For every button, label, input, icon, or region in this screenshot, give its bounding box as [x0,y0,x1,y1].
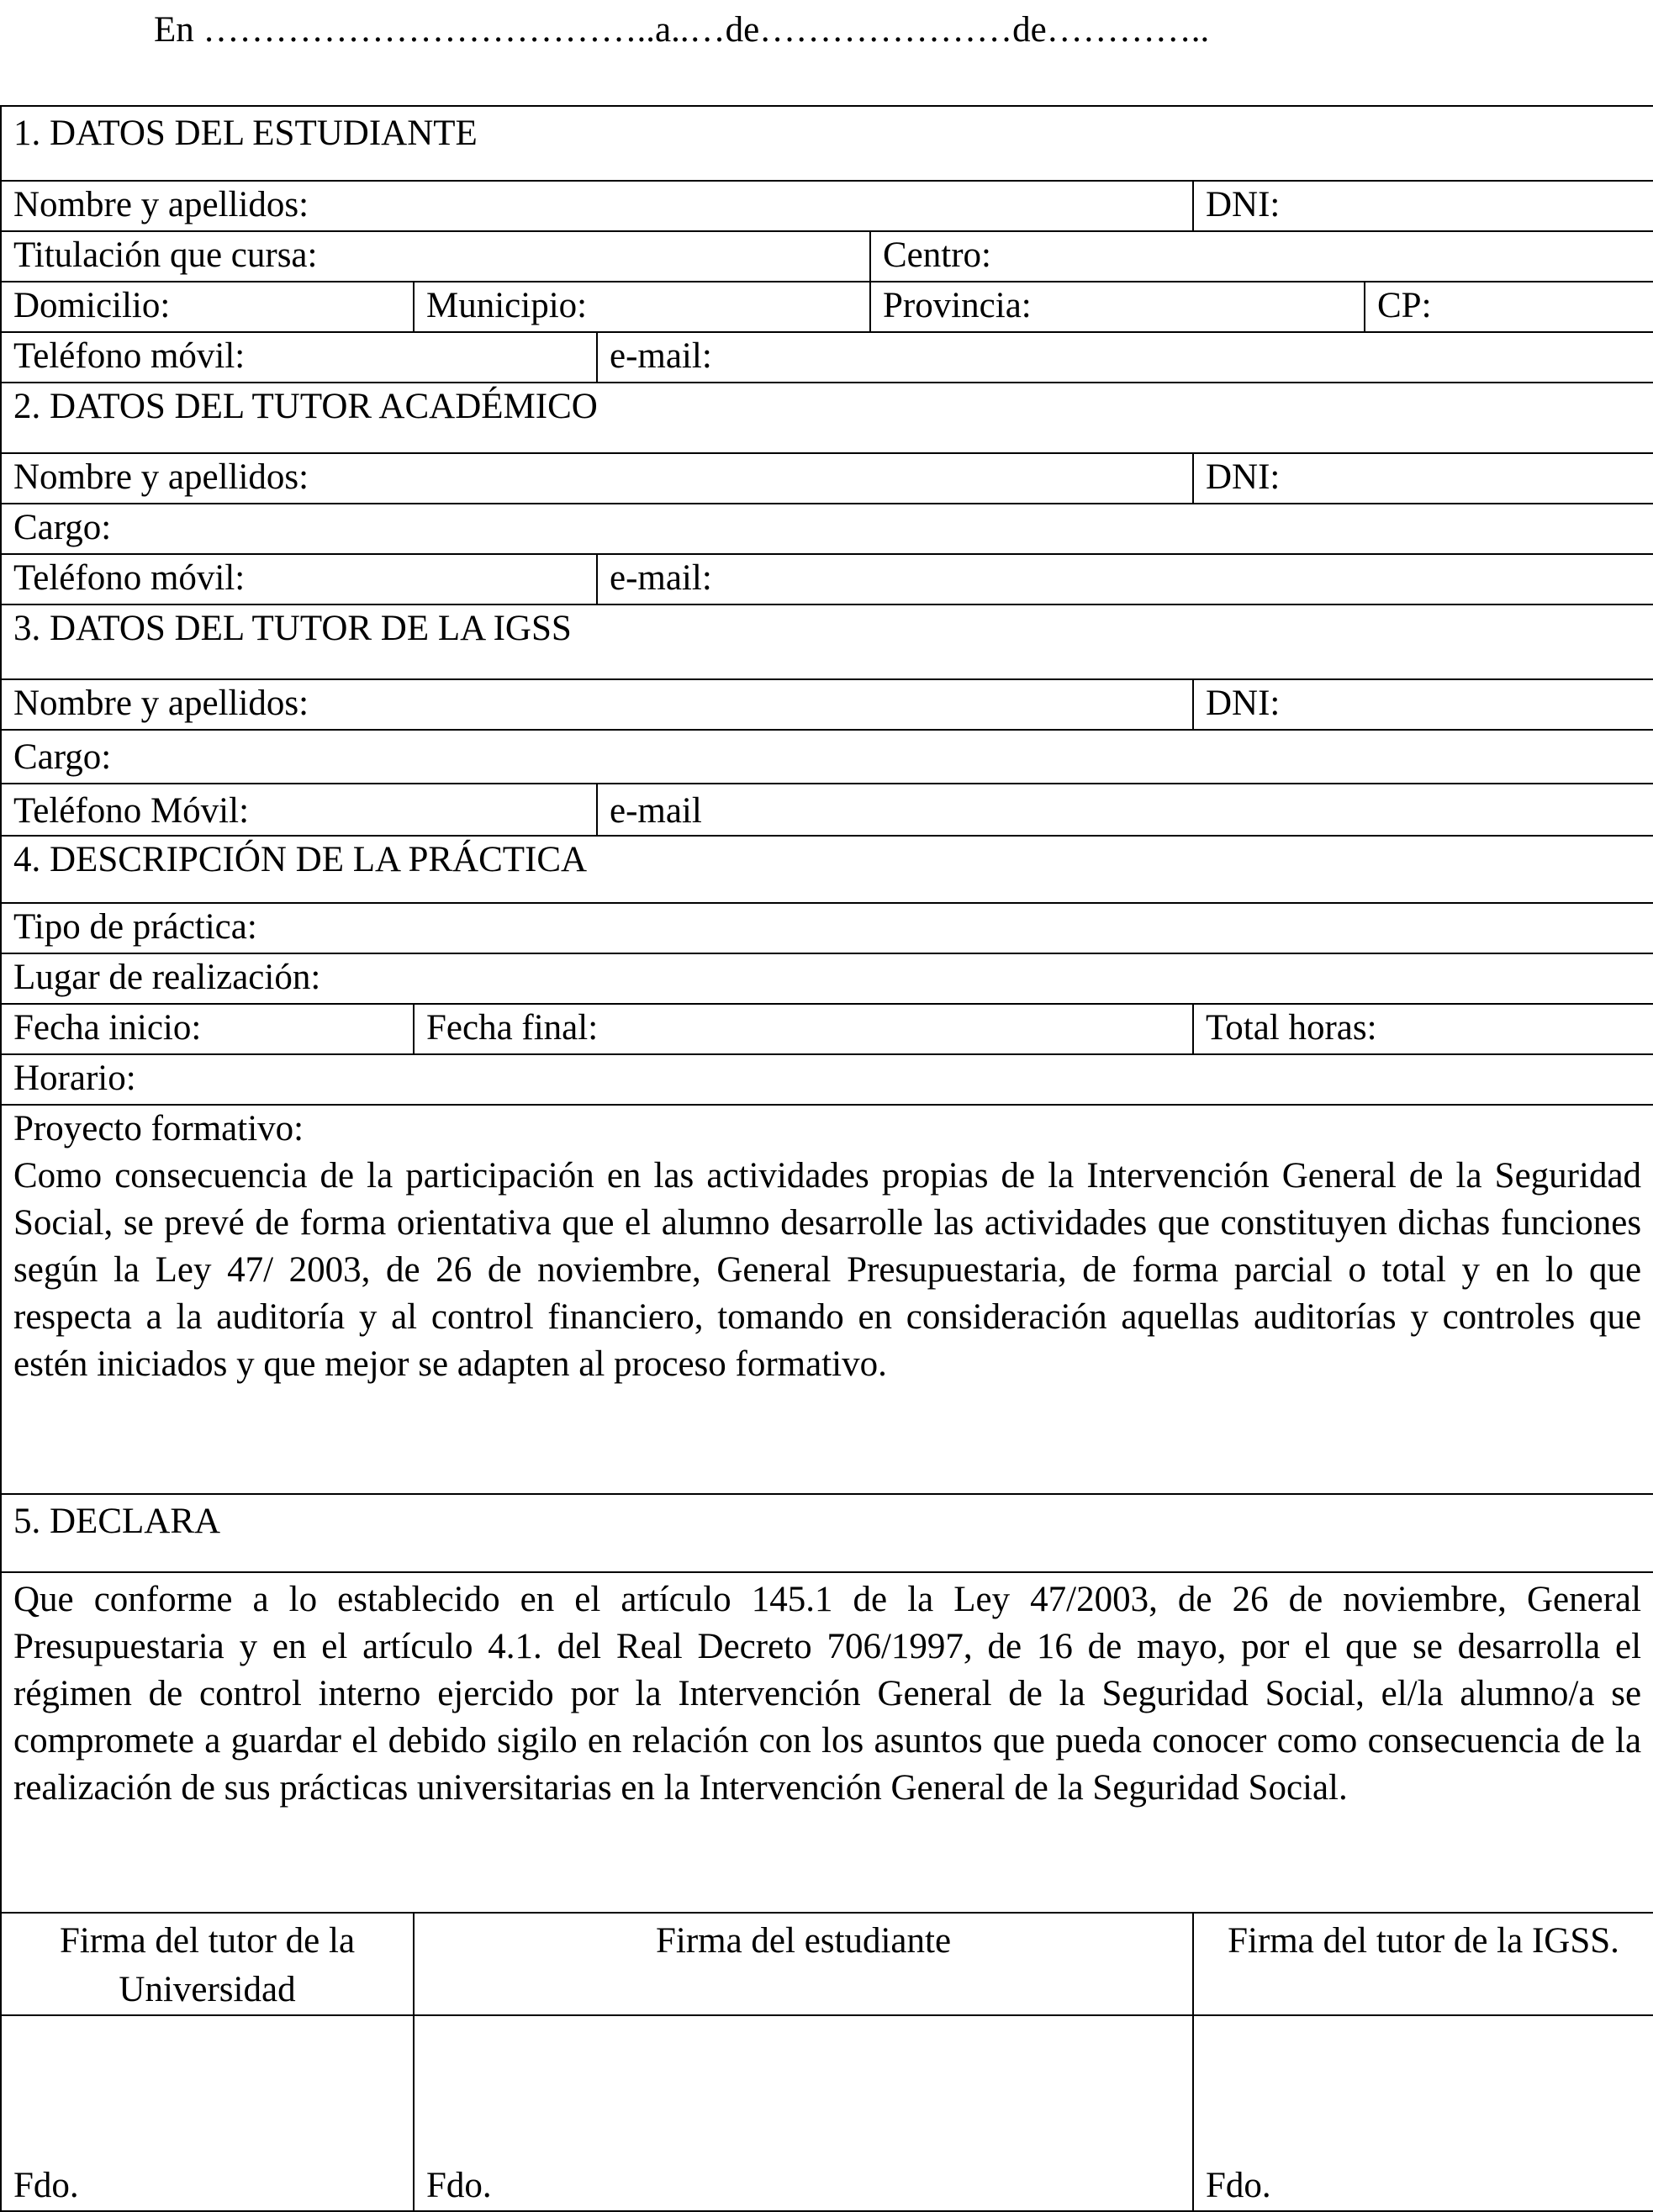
practice-place-field[interactable]: Lugar de realización: [1,953,1653,1004]
training-project-cell [1,1105,1653,1494]
student-address-field[interactable]: Domicilio: [1,282,414,332]
practice-start-date-field[interactable]: Fecha inicio: [1,1004,414,1054]
igss-tutor-mobile-field[interactable]: Teléfono Móvil: [1,784,597,836]
igss-tutor-position-field[interactable]: Cargo: [1,730,1653,784]
academic-tutor-name-field[interactable]: Nombre y apellidos: [1,453,1193,504]
section-title-igss-tutor: 3. DATOS DEL TUTOR DE LA IGSS [1,604,1653,679]
student-degree-field[interactable]: Titulación que cursa: [1,231,870,282]
academic-tutor-mobile-field[interactable]: Teléfono móvil: [1,554,597,604]
date-line: En ………………………………..a..…de…………………de………….. [154,10,1210,50]
student-email-field[interactable]: e-mail: [597,332,1653,383]
student-dni-field[interactable]: DNI: [1193,181,1653,231]
signature-box-student[interactable]: Fdo. [414,2015,1193,2211]
signature-header-igss-tutor: Firma del tutor de la IGSS. [1193,1913,1653,2015]
signature-box-igss-tutor[interactable]: Fdo. [1193,2015,1653,2211]
practice-schedule-field[interactable]: Horario: [1,1054,1653,1105]
igss-tutor-email-field[interactable]: e-mail [597,784,1653,836]
signature-header-university-tutor: Firma del tutor de la Universidad [1,1913,414,2015]
section-title-student: 1. DATOS DEL ESTUDIANTE [1,106,1653,181]
academic-tutor-dni-field[interactable]: DNI: [1193,453,1653,504]
igss-tutor-name-field[interactable]: Nombre y apellidos: [1,679,1193,730]
student-municipality-field[interactable]: Municipio: [414,282,870,332]
signature-box-university-tutor[interactable]: Fdo. [1,2015,414,2211]
training-project-text: Como consecuencia de la participación en las actividades propias de la Intervención General de la Seguridad Social, se prevé de forma orientativa que el alumno desarrolle las actividades que constituyen dichas funciones según la Ley 47/ 2003, de 26 de noviembre, General Presupuestaria, de forma parcial o total y en lo que respecta a la auditoría y al control financiero, tomando en consideración aquellas auditorías y controles que estén iniciados y que mejor se adapten al proceso formativo. [13,1156,1642,1384]
training-project-label: Proyecto formativo: [13,1109,304,1148]
student-province-field[interactable]: Provincia: [870,282,1365,332]
student-postal-code-field[interactable]: CP: [1365,282,1653,332]
practice-end-date-field[interactable]: Fecha final: [414,1004,1193,1054]
academic-tutor-position-field[interactable]: Cargo: [1,504,1653,554]
practice-total-hours-field[interactable]: Total horas: [1193,1004,1653,1054]
student-center-field[interactable]: Centro: [870,231,1653,282]
student-mobile-field[interactable]: Teléfono móvil: [1,332,597,383]
student-name-field[interactable]: Nombre y apellidos: [1,181,1193,231]
section-title-academic-tutor: 2. DATOS DEL TUTOR ACADÉMICO [1,383,1653,453]
section-title-practice: 4. DESCRIPCIÓN DE LA PRÁCTICA [1,836,1653,903]
internship-form [0,105,1653,2212]
academic-tutor-email-field[interactable]: e-mail: [597,554,1653,604]
signature-header-student: Firma del estudiante [414,1913,1193,2015]
section-title-declaration: 5. DECLARA [1,1494,1653,1572]
declaration-text: Que conforme a lo establecido en el artículo 145.1 de la Ley 47/2003, de 26 de noviembre, General Presupuestaria y en el artículo 4.1. del Real Decreto 706/1997, de 16 de mayo, por el que se desarrolla el régimen de control interno ejercido por la Intervención General de la Seguridad Social, el/la alumno/a se compromete a guardar el debido sigilo en relación con los asuntos que pueda conocer como consecuencia de la realización de sus prácticas universitarias en la Intervención General de la Seguridad Social. [1,1572,1653,1913]
practice-type-field[interactable]: Tipo de práctica: [1,903,1653,953]
igss-tutor-dni-field[interactable]: DNI: [1193,679,1653,730]
